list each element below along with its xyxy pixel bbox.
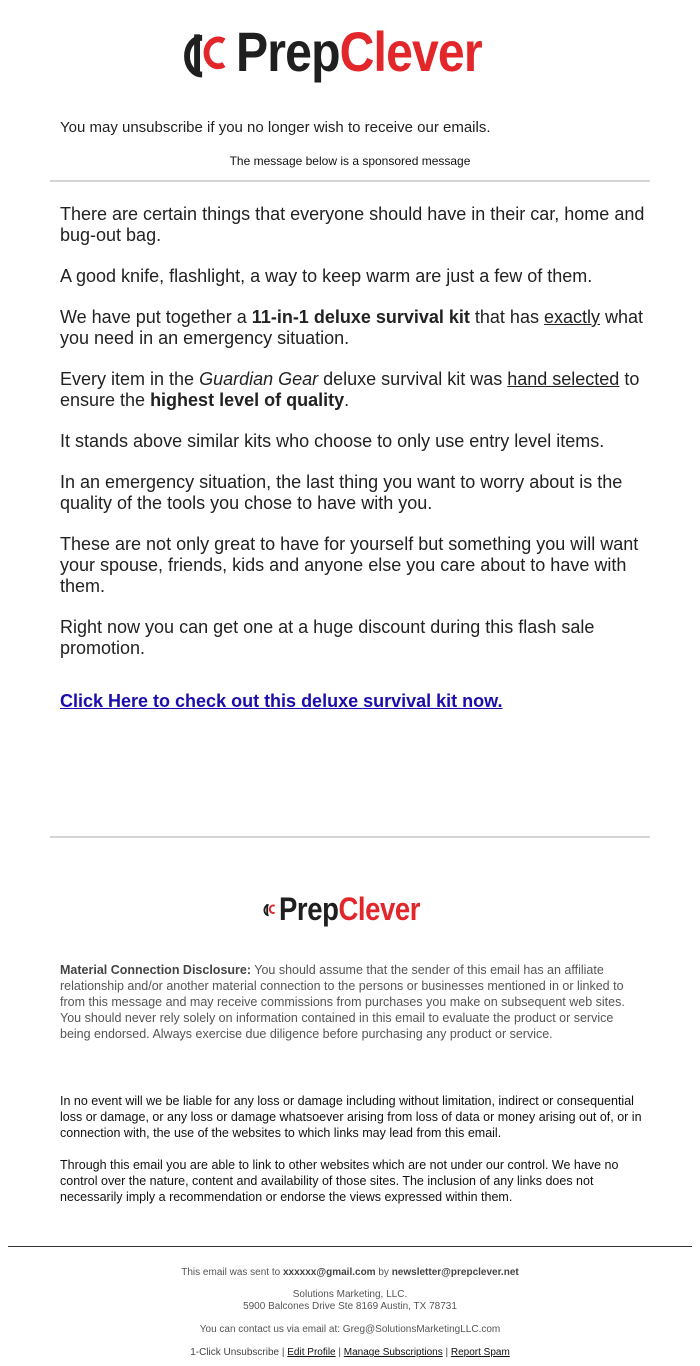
manage-subscriptions-link[interactable]: Manage Subscriptions bbox=[343, 1347, 443, 1358]
street-address: 5900 Balcones Drive Ste 8169 Austin, TX 78731 bbox=[243, 1301, 457, 1312]
one-click-unsubscribe[interactable]: 1-Click Unsubscribe bbox=[190, 1347, 280, 1358]
email-body bbox=[60, 204, 650, 679]
liability-notice bbox=[60, 1093, 645, 1221]
body-paragraph: Right now you can get one at a huge discount during this flash sale promotion. bbox=[60, 617, 595, 658]
body-paragraph: In an emergency situation, the last thing you want to worry about is the quality of the tools you chose to have with you. bbox=[60, 472, 623, 513]
edit-profile-link[interactable]: Edit Profile bbox=[287, 1347, 336, 1358]
company-address bbox=[0, 1289, 700, 1313]
prepclever-logo-icon bbox=[263, 893, 277, 925]
unsubscribe-notice: You may unsubscribe if you no longer wish to receive our emails. bbox=[60, 119, 491, 136]
brand-logo bbox=[182, 14, 522, 90]
prepclever-logo-icon bbox=[182, 17, 232, 87]
brand-logo-small bbox=[263, 889, 443, 929]
brand-wordmark: PrepClever bbox=[279, 891, 421, 927]
divider bbox=[50, 180, 650, 182]
body-paragraph: There are certain things that everyone should have in their car, home and bug-out bag. bbox=[60, 204, 645, 245]
brand-wordmark: PrepClever bbox=[236, 20, 482, 83]
divider bbox=[50, 836, 650, 838]
body-paragraph: It stands above similar kits who choose to only use entry level items. bbox=[60, 431, 605, 451]
liability-paragraph: In no event will we be liable for any loss or damage including without limitation, indirect or consequential loss or damage, or any loss or damage whatsoever arising from loss of data or money arising out of, or in connection with, the use of the websites to which links may lead from this email. bbox=[60, 1094, 642, 1140]
sponsored-notice: The message below is a sponsored message bbox=[229, 154, 471, 168]
liability-paragraph: Through this email you are able to link to other websites which are not under our control. We have no control over the nature, content and availability of those sites. The inclusion of any links does not necessarily imply a recommendation or endorse the views expressed within them. bbox=[60, 1158, 619, 1204]
report-spam-link[interactable]: Report Spam bbox=[450, 1347, 510, 1358]
body-paragraph: These are not only great to have for yourself but something you will want your spouse, friends, kids and anyone else you care about to have with them. bbox=[60, 534, 639, 596]
material-connection-disclosure: Material Connection Disclosure: You should assume that the sender of this email has an affiliate relationship and/or another material connection to the persons or businesses mentioned in or linked to from this message and may receive commissions from purchases you make on subsequent web sites. You should never rely solely on information contained in this email to evaluate the product or service being endorsed. Always exercise due diligence before purchasing any product or service. bbox=[60, 963, 625, 1041]
footer-links: 1-Click Unsubscribe | Edit Profile | Manage Subscriptions | Report Spam bbox=[190, 1347, 510, 1358]
body-paragraph: A good knife, flashlight, a way to keep warm are just a few of them. bbox=[60, 266, 593, 286]
cta-link[interactable]: Click Here to check out this deluxe survival kit now. bbox=[60, 691, 503, 711]
body-paragraph: We have put together a 11-in-1 deluxe survival kit that has exactly what you need in an emergency situation. bbox=[60, 307, 644, 348]
divider bbox=[8, 1246, 692, 1247]
sent-to-line: This email was sent to xxxxxx@gmail.com by newsletter@prepclever.net bbox=[181, 1267, 519, 1278]
company-name: Solutions Marketing, LLC. bbox=[292, 1289, 408, 1300]
contact-line: You can contact us via email at: Greg@SolutionsMarketingLLC.com bbox=[199, 1324, 501, 1335]
body-paragraph: Every item in the Guardian Gear deluxe survival kit was hand selected to ensure the highest level of quality. bbox=[60, 369, 640, 410]
